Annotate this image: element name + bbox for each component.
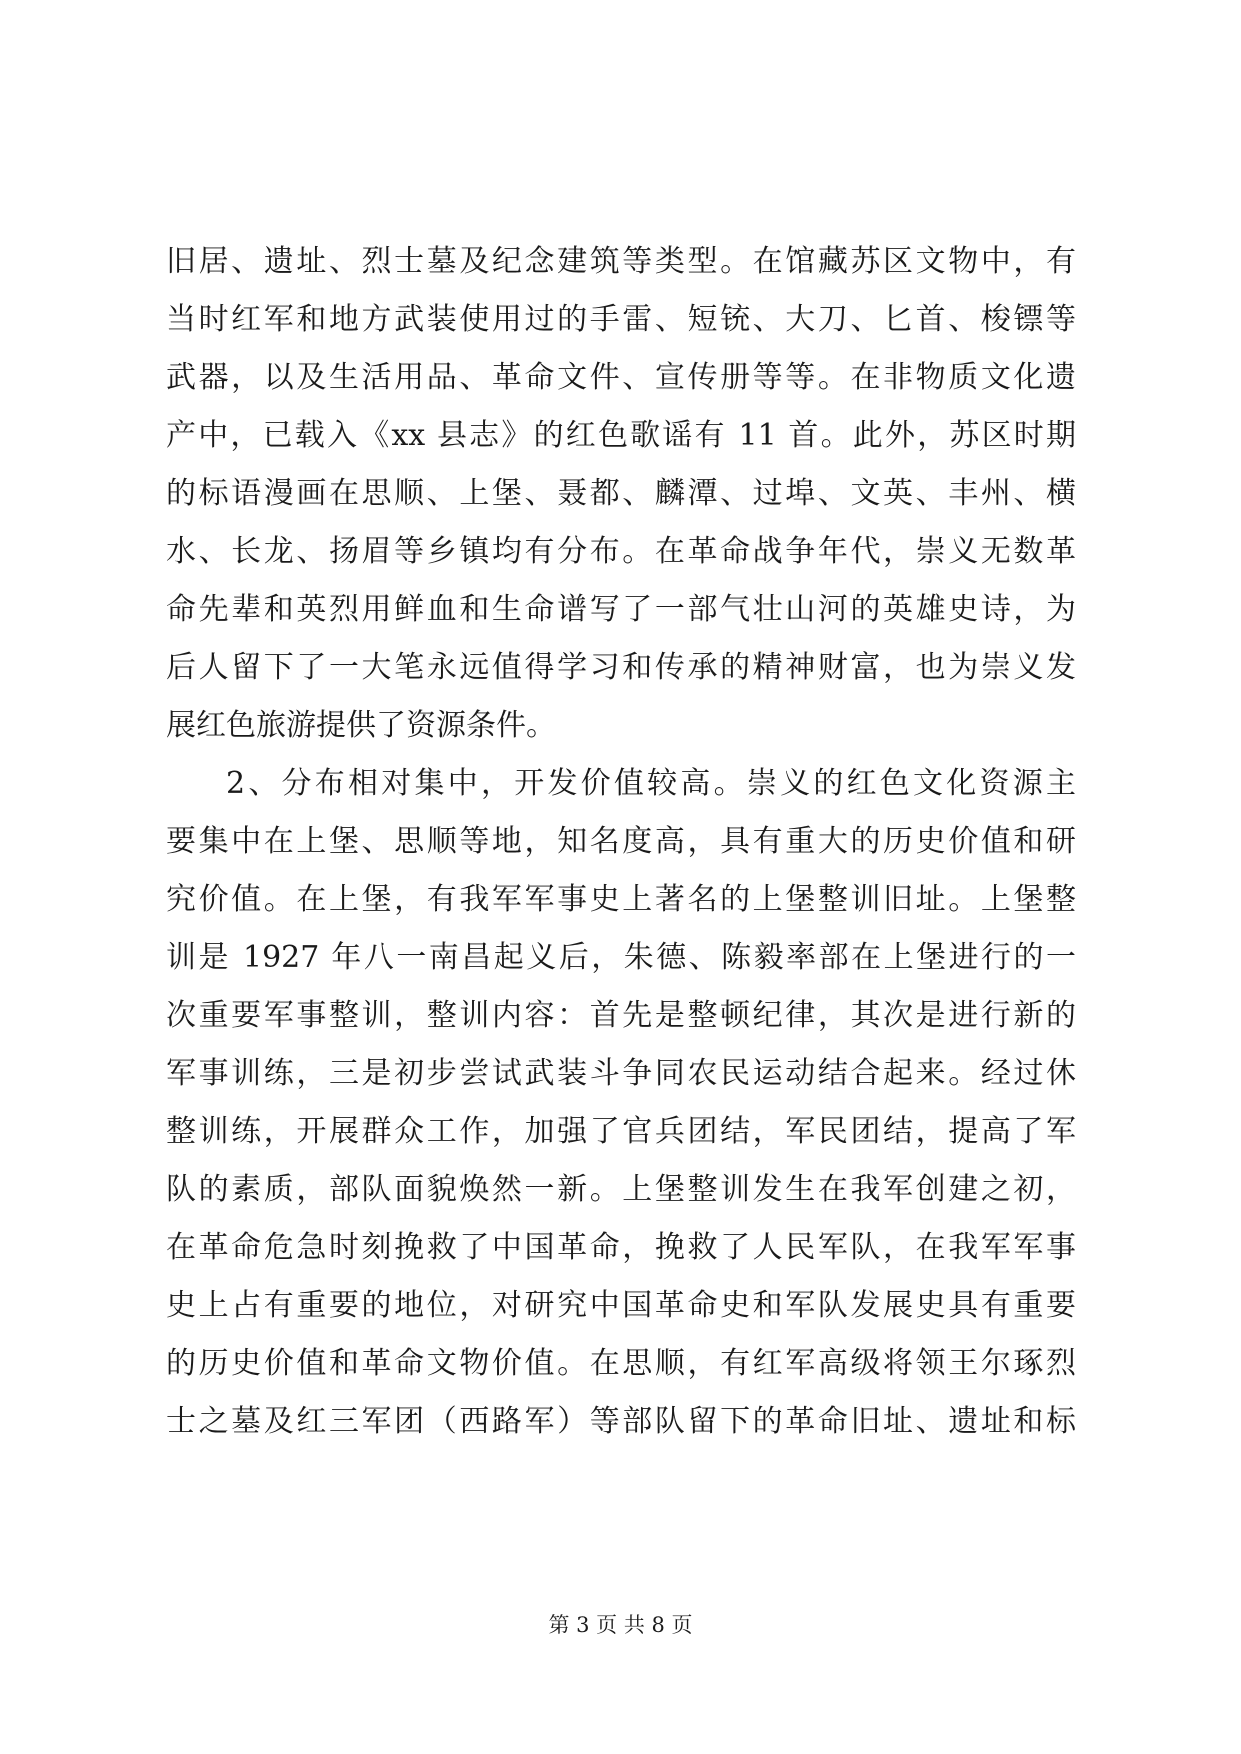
text-line: 次重要军事整训，整训内容：首先是整顿纪律，其次是进行新的 — [166, 998, 1076, 1033]
text-line: 水、长龙、扬眉等乡镇均有分布。在革命战争年代，崇义无数革 — [166, 534, 1076, 569]
text-line: 要集中在上堡、思顺等地，知名度高，具有重大的历史价值和研 — [166, 824, 1076, 859]
text-line: 究价值。在上堡，有我军军事史上著名的上堡整训旧址。上堡整 — [166, 882, 1076, 917]
text-line: 整训练，开展群众工作，加强了官兵团结，军民团结，提高了军 — [166, 1114, 1076, 1149]
page-number-footer: 第 3 页 共 8 页 — [548, 1613, 693, 1637]
text-line: 的标语漫画在思顺、上堡、聂都、麟潭、过埠、文英、丰州、横 — [166, 476, 1076, 511]
text-line: 2、分布相对集中，开发价值较高。崇义的红色文化资源主 — [226, 766, 1076, 801]
text-line: 旧居、遗址、烈士墓及纪念建筑等类型。在馆藏苏区文物中，有 — [166, 244, 1076, 279]
text-line: 后人留下了一大笔永远值得学习和传承的精神财富，也为崇义发 — [166, 650, 1076, 685]
text-line: 命先辈和英烈用鲜血和生命谱写了一部气壮山河的英雄史诗，为 — [166, 592, 1076, 627]
text-line: 展红色旅游提供了资源条件。 — [166, 708, 556, 743]
text-line: 队的素质，部队面貌焕然一新。上堡整训发生在我军创建之初， — [166, 1172, 1076, 1207]
text-line: 当时红军和地方武装使用过的手雷、短铳、大刀、匕首、梭镖等 — [166, 302, 1076, 337]
text-line: 军事训练，三是初步尝试武装斗争同农民运动结合起来。经过休 — [166, 1056, 1076, 1091]
text-line: 史上占有重要的地位，对研究中国革命史和军队发展史具有重要 — [166, 1288, 1076, 1323]
text-line: 武器，以及生活用品、革命文件、宣传册等等。在非物质文化遗 — [166, 360, 1076, 395]
text-line: 在革命危急时刻挽救了中国革命，挽救了人民军队，在我军军事 — [166, 1230, 1076, 1265]
body-text — [166, 233, 1076, 1451]
text-line: 训是 1927 年八一南昌起义后，朱德、陈毅率部在上堡进行的一 — [166, 940, 1076, 975]
text-line: 产中，已载入《xx 县志》的红色歌谣有 11 首。此外，苏区时期 — [166, 418, 1076, 453]
text-line: 的历史价值和革命文物价值。在思顺，有红军高级将领王尔琢烈 — [166, 1346, 1076, 1381]
text-line: 士之墓及红三军团（西路军）等部队留下的革命旧址、遗址和标 — [166, 1404, 1076, 1439]
